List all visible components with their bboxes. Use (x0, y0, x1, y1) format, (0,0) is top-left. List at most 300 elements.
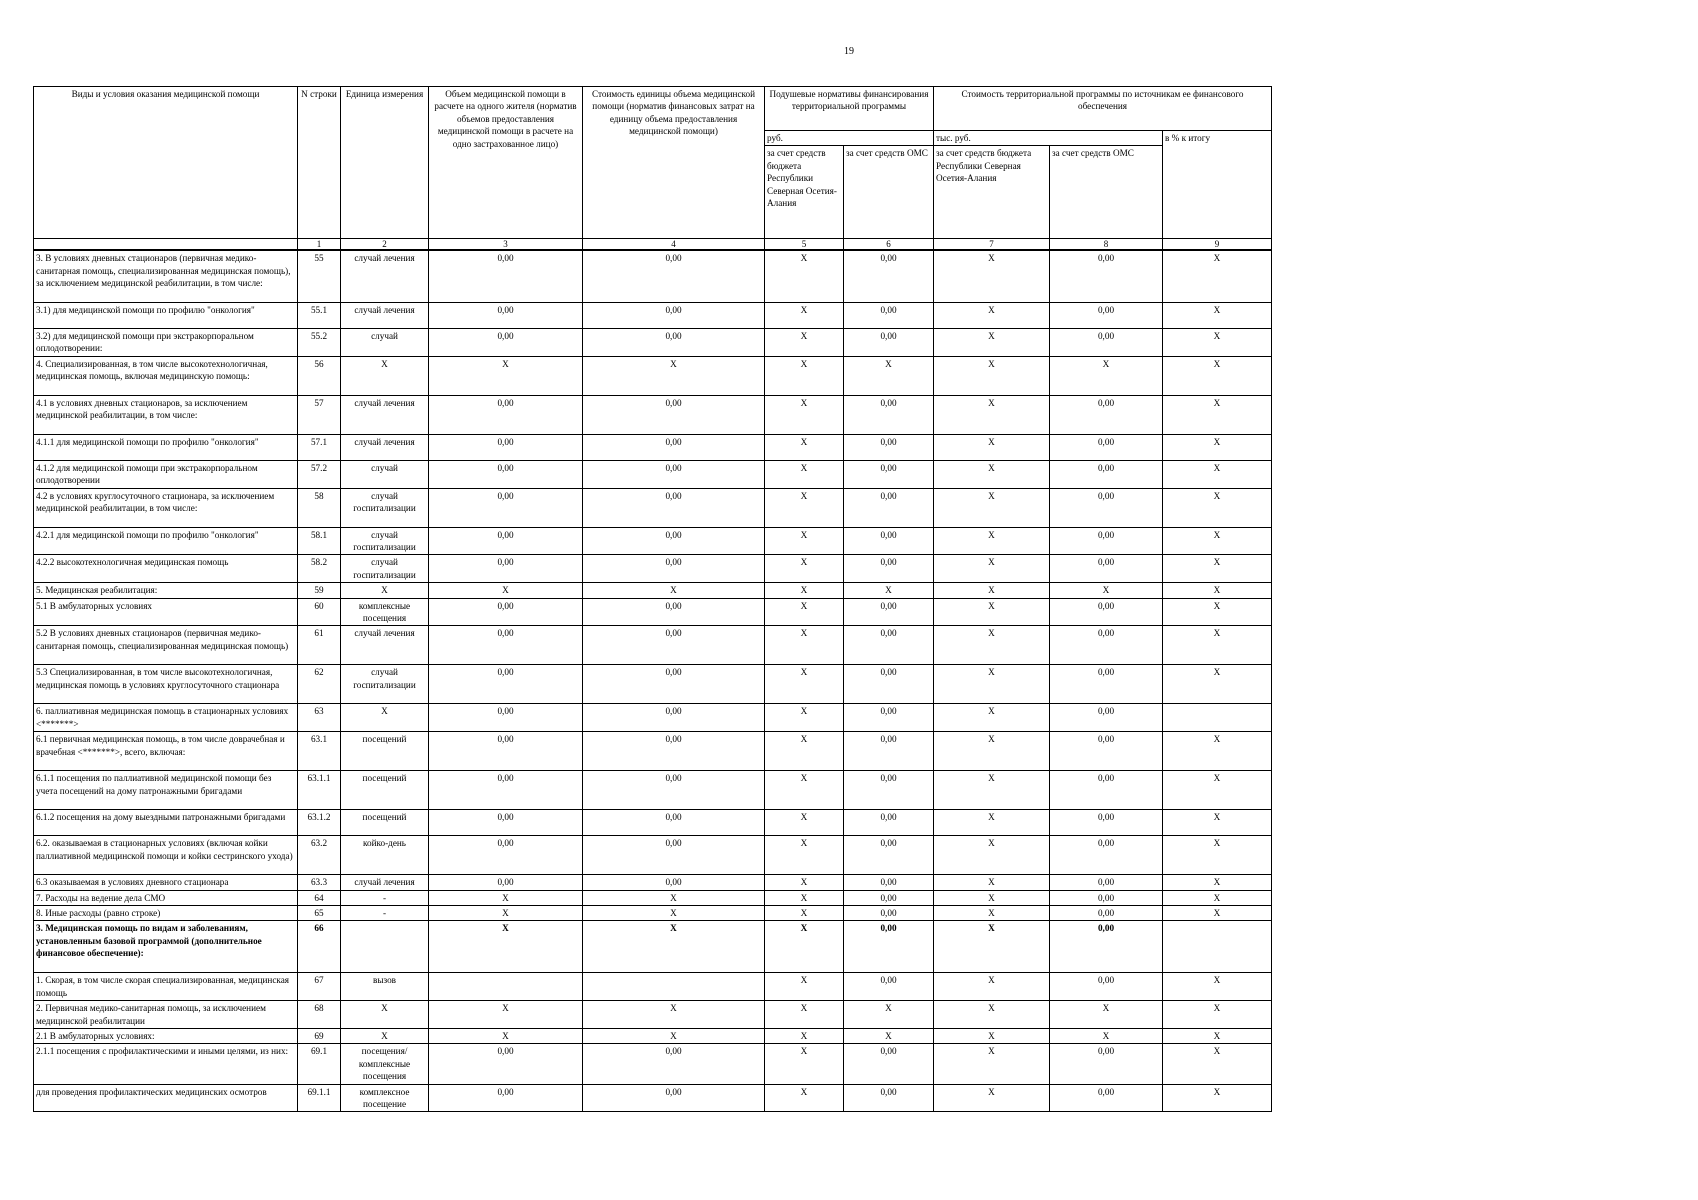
row-unit: X (341, 1029, 429, 1044)
row-label: для проведения профилактических медицинских осмотров (34, 1084, 298, 1112)
row-label: 2.1.1 посещения с профилактическими и иными целями, из них: (34, 1044, 298, 1084)
column-number: 8 (1050, 239, 1163, 251)
row-budget-total: X (934, 732, 1050, 771)
row-budget-per-capita: X (765, 250, 844, 302)
row-budget-per-capita: X (765, 1029, 844, 1044)
row-number: 58.2 (298, 555, 341, 583)
row-budget-total: X (934, 555, 1050, 583)
row-number: 56 (298, 356, 341, 395)
row-unit: случай лечения (341, 395, 429, 434)
row-unit: случай лечения (341, 434, 429, 460)
row-volume: 0,00 (429, 1084, 583, 1112)
row-budget-per-capita: X (765, 598, 844, 626)
column-number: 6 (844, 239, 934, 251)
row-budget-per-capita: X (765, 626, 844, 665)
row-percent: X (1163, 598, 1272, 626)
row-budget-total: X (934, 875, 1050, 890)
row-budget-total: X (934, 598, 1050, 626)
row-label: 4. Специализированная, в том числе высокотехнологичная, медицинская помощь, включая медицинскую помощь: (34, 356, 298, 395)
header-oms-6: за счет средств ОМС (844, 146, 934, 239)
row-volume: X (429, 921, 583, 973)
row-budget-per-capita: X (765, 395, 844, 434)
table-row (34, 665, 1272, 704)
row-oms-per-capita: 0,00 (844, 598, 934, 626)
row-oms-per-capita: X (844, 1001, 934, 1029)
row-unit: - (341, 890, 429, 905)
row-volume: 0,00 (429, 555, 583, 583)
row-label: 6.1.1 посещения по паллиативной медицинской помощи без учета посещений на дому патронажными бригадами (34, 771, 298, 810)
row-oms-per-capita: 0,00 (844, 488, 934, 527)
table-row (34, 555, 1272, 583)
row-unit-cost: 0,00 (583, 250, 765, 302)
row-label: 4.2 в условиях круглосуточного стационара, за исключением медицинской реабилитации, в том числе: (34, 488, 298, 527)
row-unit-cost: 0,00 (583, 626, 765, 665)
row-number: 63 (298, 704, 341, 732)
row-oms-per-capita: X (844, 1029, 934, 1044)
row-label: 6.2. оказываемая в стационарных условиях (включая койки паллиативной медицинской помощи и койки сестринского ухода) (34, 836, 298, 875)
row-number: 58 (298, 488, 341, 527)
row-percent (1163, 921, 1272, 973)
row-unit-cost: 0,00 (583, 395, 765, 434)
row-oms-total: 0,00 (1050, 836, 1163, 875)
row-percent: X (1163, 460, 1272, 488)
row-unit-cost: 0,00 (583, 732, 765, 771)
column-number: 1 (298, 239, 341, 251)
row-unit: случай (341, 460, 429, 488)
row-volume: 0,00 (429, 527, 583, 555)
table-row (34, 356, 1272, 395)
row-oms-total: 0,00 (1050, 598, 1163, 626)
row-unit-cost: 0,00 (583, 1084, 765, 1112)
row-budget-per-capita: X (765, 732, 844, 771)
row-oms-per-capita: 0,00 (844, 555, 934, 583)
row-budget-total: X (934, 921, 1050, 973)
row-oms-total: X (1050, 1001, 1163, 1029)
table-row (34, 1084, 1272, 1112)
row-oms-total: X (1050, 1029, 1163, 1044)
row-volume: 0,00 (429, 771, 583, 810)
row-budget-per-capita: X (765, 1084, 844, 1112)
row-label: 7. Расходы на ведение дела СМО (34, 890, 298, 905)
row-number: 69.1.1 (298, 1084, 341, 1112)
row-unit-cost: X (583, 906, 765, 921)
row-label: 4.1 в условиях дневных стационаров, за исключением медицинской реабилитации, в том числе: (34, 395, 298, 434)
header-view: Виды и условия оказания медицинской помощи (34, 87, 298, 239)
row-number: 57.2 (298, 460, 341, 488)
row-oms-total: 0,00 (1050, 771, 1163, 810)
row-oms-total: 0,00 (1050, 906, 1163, 921)
row-unit: X (341, 704, 429, 732)
row-budget-total: X (934, 302, 1050, 328)
row-oms-per-capita: 0,00 (844, 810, 934, 836)
row-unit-cost: 0,00 (583, 875, 765, 890)
row-unit: случай госпитализации (341, 665, 429, 704)
row-unit: случай госпитализации (341, 555, 429, 583)
table-row (34, 704, 1272, 732)
row-budget-per-capita: X (765, 973, 844, 1001)
row-budget-total: X (934, 527, 1050, 555)
row-unit: посещений (341, 732, 429, 771)
row-number: 57.1 (298, 434, 341, 460)
table-row (34, 1001, 1272, 1029)
row-oms-total: 0,00 (1050, 921, 1163, 973)
row-budget-per-capita: X (765, 1001, 844, 1029)
row-budget-per-capita: X (765, 875, 844, 890)
row-percent: X (1163, 1029, 1272, 1044)
row-unit-cost: 0,00 (583, 704, 765, 732)
row-number: 68 (298, 1001, 341, 1029)
table-row (34, 488, 1272, 527)
header-unit: Единица измерения (341, 87, 429, 239)
row-unit: X (341, 583, 429, 598)
row-label: 5. Медицинская реабилитация: (34, 583, 298, 598)
table-row (34, 836, 1272, 875)
table-row (34, 626, 1272, 665)
financing-table (33, 86, 1272, 1112)
row-percent: X (1163, 555, 1272, 583)
row-label: 6. паллиативная медицинская помощь в стационарных условиях <*******> (34, 704, 298, 732)
row-percent: X (1163, 527, 1272, 555)
row-label: 5.1 В амбулаторных условиях (34, 598, 298, 626)
row-oms-total: 0,00 (1050, 810, 1163, 836)
row-percent: X (1163, 395, 1272, 434)
column-number: 9 (1163, 239, 1272, 251)
row-oms-total: X (1050, 356, 1163, 395)
row-unit-cost (583, 973, 765, 1001)
row-oms-per-capita: 0,00 (844, 460, 934, 488)
row-percent: X (1163, 626, 1272, 665)
row-budget-per-capita: X (765, 921, 844, 973)
row-oms-per-capita: 0,00 (844, 890, 934, 905)
row-oms-total: 0,00 (1050, 1044, 1163, 1084)
row-number: 65 (298, 906, 341, 921)
row-unit: посещений (341, 810, 429, 836)
row-oms-total: 0,00 (1050, 460, 1163, 488)
row-percent: X (1163, 302, 1272, 328)
row-unit: комплексное посещение (341, 1084, 429, 1112)
row-oms-per-capita: 0,00 (844, 1044, 934, 1084)
row-volume: X (429, 1001, 583, 1029)
row-oms-total: 0,00 (1050, 1084, 1163, 1112)
row-oms-total: 0,00 (1050, 890, 1163, 905)
header-unit-cost: Стоимость единицы объема медицинской помощи (норматив финансовых затрат на единицу объема предоставления медицинской помощи) (583, 87, 765, 239)
table-row (34, 890, 1272, 905)
table-row (34, 973, 1272, 1001)
row-number: 64 (298, 890, 341, 905)
row-budget-per-capita: X (765, 302, 844, 328)
row-label: 5.2 В условиях дневных стационаров (первичная медико-санитарная помощь, специализированная медицинская помощь) (34, 626, 298, 665)
row-budget-per-capita: X (765, 356, 844, 395)
row-number: 63.1.1 (298, 771, 341, 810)
row-oms-total: 0,00 (1050, 665, 1163, 704)
row-oms-per-capita: 0,00 (844, 704, 934, 732)
row-oms-per-capita: 0,00 (844, 626, 934, 665)
row-unit-cost: X (583, 583, 765, 598)
row-label: 4.2.2 высокотехнологичная медицинская помощь (34, 555, 298, 583)
row-label: 8. Иные расходы (равно строке) (34, 906, 298, 921)
row-unit: случай лечения (341, 875, 429, 890)
row-volume: 0,00 (429, 626, 583, 665)
row-unit: случай госпитализации (341, 488, 429, 527)
column-number: 3 (429, 239, 583, 251)
row-budget-total: X (934, 771, 1050, 810)
row-label: 3. В условиях дневных стационаров (первичная медико-санитарная помощь, специализированная медицинская помощь), за исключением медицинской реабилитации, в том числе: (34, 250, 298, 302)
row-number: 55.1 (298, 302, 341, 328)
row-number: 60 (298, 598, 341, 626)
row-percent (1163, 704, 1272, 732)
row-volume (429, 973, 583, 1001)
row-unit-cost: X (583, 1029, 765, 1044)
row-percent: X (1163, 771, 1272, 810)
row-unit: посещения/комплексные посещения (341, 1044, 429, 1084)
header-budget-5: за счет средств бюджета Республики Северная Осетия-Алания (765, 146, 844, 239)
row-oms-total: 0,00 (1050, 732, 1163, 771)
row-unit: комплексные посещения (341, 598, 429, 626)
row-unit: койко-день (341, 836, 429, 875)
row-unit-cost: 0,00 (583, 555, 765, 583)
row-percent: X (1163, 836, 1272, 875)
row-budget-total: X (934, 810, 1050, 836)
row-volume: 0,00 (429, 1044, 583, 1084)
page-number: 19 (844, 46, 854, 57)
row-oms-total: 0,00 (1050, 555, 1163, 583)
row-budget-total: X (934, 836, 1050, 875)
row-oms-total: 0,00 (1050, 434, 1163, 460)
table-row (34, 1044, 1272, 1084)
row-unit-cost: 0,00 (583, 460, 765, 488)
row-oms-total: 0,00 (1050, 395, 1163, 434)
row-oms-per-capita: 0,00 (844, 527, 934, 555)
row-budget-per-capita: X (765, 1044, 844, 1084)
row-label: 2. Первичная медико-санитарная помощь, за исключением медицинской реабилитации (34, 1001, 298, 1029)
row-volume: 0,00 (429, 836, 583, 875)
row-budget-total: X (934, 356, 1050, 395)
row-number: 61 (298, 626, 341, 665)
table-row (34, 810, 1272, 836)
row-unit: случай лечения (341, 250, 429, 302)
row-percent: X (1163, 434, 1272, 460)
row-budget-per-capita: X (765, 890, 844, 905)
row-oms-per-capita: 0,00 (844, 250, 934, 302)
row-volume: X (429, 1029, 583, 1044)
row-volume: 0,00 (429, 732, 583, 771)
row-volume: 0,00 (429, 302, 583, 328)
row-unit-cost: 0,00 (583, 488, 765, 527)
row-volume: 0,00 (429, 810, 583, 836)
row-unit: - (341, 906, 429, 921)
row-budget-total: X (934, 626, 1050, 665)
table-row (34, 460, 1272, 488)
row-label: 6.1 первичная медицинская помощь, в том числе доврачебная и врачебная <*******>, всего, включая: (34, 732, 298, 771)
row-budget-per-capita: X (765, 771, 844, 810)
row-budget-total: X (934, 665, 1050, 704)
row-oms-per-capita: 0,00 (844, 302, 934, 328)
row-unit (341, 921, 429, 973)
row-budget-total: X (934, 250, 1050, 302)
row-number: 57 (298, 395, 341, 434)
row-unit: случай лечения (341, 626, 429, 665)
row-unit-cost: 0,00 (583, 302, 765, 328)
table-row (34, 906, 1272, 921)
row-volume: 0,00 (429, 875, 583, 890)
row-unit-cost: 0,00 (583, 771, 765, 810)
row-unit-cost: 0,00 (583, 434, 765, 460)
row-label: 4.1.1 для медицинской помощи по профилю "онкология" (34, 434, 298, 460)
table-row (34, 598, 1272, 626)
header-volume: Объем медицинской помощи в расчете на одного жителя (норматив объемов предоставления медицинской помощи в расчете на одно застрахованное лицо) (429, 87, 583, 239)
row-percent: X (1163, 732, 1272, 771)
row-number: 63.1 (298, 732, 341, 771)
column-number: 2 (341, 239, 429, 251)
row-percent: X (1163, 973, 1272, 1001)
column-number: 5 (765, 239, 844, 251)
table-row (34, 434, 1272, 460)
row-number: 55.2 (298, 328, 341, 356)
row-volume: 0,00 (429, 665, 583, 704)
row-oms-total: 0,00 (1050, 704, 1163, 732)
row-volume: 0,00 (429, 460, 583, 488)
row-budget-per-capita: X (765, 488, 844, 527)
row-percent: X (1163, 250, 1272, 302)
row-oms-per-capita: X (844, 583, 934, 598)
row-unit: X (341, 356, 429, 395)
row-percent: X (1163, 1044, 1272, 1084)
row-oms-per-capita: 0,00 (844, 328, 934, 356)
header-program-cost: Стоимость территориальной программы по источникам ее финансового обеспечения (934, 87, 1272, 131)
row-unit: случай госпитализации (341, 527, 429, 555)
row-unit-cost: X (583, 356, 765, 395)
row-percent: X (1163, 665, 1272, 704)
row-budget-per-capita: X (765, 460, 844, 488)
row-unit-cost: X (583, 1001, 765, 1029)
row-volume: X (429, 890, 583, 905)
row-budget-per-capita: X (765, 810, 844, 836)
row-volume: 0,00 (429, 395, 583, 434)
row-percent: X (1163, 1001, 1272, 1029)
row-budget-per-capita: X (765, 583, 844, 598)
table-row (34, 583, 1272, 598)
row-number: 55 (298, 250, 341, 302)
column-number-empty (34, 239, 298, 251)
table-row (34, 921, 1272, 973)
row-oms-per-capita: 0,00 (844, 732, 934, 771)
row-budget-total: X (934, 460, 1050, 488)
row-unit: X (341, 1001, 429, 1029)
row-budget-total: X (934, 583, 1050, 598)
row-unit-cost: 0,00 (583, 598, 765, 626)
row-percent: X (1163, 328, 1272, 356)
row-budget-total: X (934, 1029, 1050, 1044)
row-oms-total: 0,00 (1050, 626, 1163, 665)
row-percent: X (1163, 1084, 1272, 1112)
row-budget-per-capita: X (765, 555, 844, 583)
row-number: 62 (298, 665, 341, 704)
row-label: 4.2.1 для медицинской помощи по профилю "онкология" (34, 527, 298, 555)
row-number: 63.3 (298, 875, 341, 890)
row-oms-per-capita: 0,00 (844, 906, 934, 921)
row-oms-total: 0,00 (1050, 973, 1163, 1001)
row-percent: X (1163, 890, 1272, 905)
header-per-capita: Подушевые нормативы финансирования территориальной программы (765, 87, 934, 131)
row-oms-per-capita: 0,00 (844, 921, 934, 973)
table-row (34, 250, 1272, 302)
row-volume: 0,00 (429, 704, 583, 732)
row-oms-total: X (1050, 583, 1163, 598)
header-rub: руб. (765, 131, 934, 146)
row-number: 66 (298, 921, 341, 973)
table-row (34, 732, 1272, 771)
row-budget-per-capita: X (765, 328, 844, 356)
table-row (34, 328, 1272, 356)
row-percent: X (1163, 488, 1272, 527)
row-volume: 0,00 (429, 434, 583, 460)
row-unit-cost: 0,00 (583, 527, 765, 555)
header-oms-8: за счет средств ОМС (1050, 146, 1163, 239)
row-budget-total: X (934, 890, 1050, 905)
row-unit: случай лечения (341, 302, 429, 328)
row-budget-per-capita: X (765, 527, 844, 555)
row-unit: посещений (341, 771, 429, 810)
row-budget-per-capita: X (765, 434, 844, 460)
row-unit-cost: 0,00 (583, 810, 765, 836)
row-oms-per-capita: 0,00 (844, 836, 934, 875)
row-percent: X (1163, 810, 1272, 836)
row-budget-total: X (934, 395, 1050, 434)
row-label: 4.1.2 для медицинской помощи при экстракорпоральном оплодотворении (34, 460, 298, 488)
row-volume: X (429, 356, 583, 395)
row-unit-cost: 0,00 (583, 328, 765, 356)
row-unit-cost: 0,00 (583, 1044, 765, 1084)
row-unit: вызов (341, 973, 429, 1001)
row-unit: случай (341, 328, 429, 356)
row-unit-cost: X (583, 921, 765, 973)
row-label: 5.3 Специализированная, в том числе высокотехнологичная, медицинская помощь в условиях круглосуточного стационара (34, 665, 298, 704)
row-label: 1. Скорая, в том числе скорая специализированная, медицинская помощь (34, 973, 298, 1001)
header-budget-7: за счет средств бюджета Республики Северная Осетия-Алания (934, 146, 1050, 239)
header-pct-total: в % к итогу (1163, 131, 1272, 239)
row-unit-cost: 0,00 (583, 836, 765, 875)
row-oms-per-capita: 0,00 (844, 875, 934, 890)
row-number: 59 (298, 583, 341, 598)
row-number: 69.1 (298, 1044, 341, 1084)
row-budget-total: X (934, 1084, 1050, 1112)
header-thous-rub: тыс. руб. (934, 131, 1163, 146)
row-number: 63.1.2 (298, 810, 341, 836)
row-percent: X (1163, 583, 1272, 598)
row-oms-per-capita: X (844, 356, 934, 395)
row-oms-total: 0,00 (1050, 302, 1163, 328)
row-oms-total: 0,00 (1050, 250, 1163, 302)
row-label: 3.1) для медицинской помощи по профилю "онкология" (34, 302, 298, 328)
table-row (34, 771, 1272, 810)
row-unit-cost: X (583, 890, 765, 905)
row-oms-per-capita: 0,00 (844, 973, 934, 1001)
row-oms-total: 0,00 (1050, 488, 1163, 527)
row-oms-total: 0,00 (1050, 328, 1163, 356)
row-label: 2.1 В амбулаторных условиях: (34, 1029, 298, 1044)
row-oms-per-capita: 0,00 (844, 434, 934, 460)
table-row (34, 1029, 1272, 1044)
row-volume: X (429, 583, 583, 598)
row-budget-total: X (934, 906, 1050, 921)
table-row (34, 875, 1272, 890)
row-volume: 0,00 (429, 328, 583, 356)
row-budget-total: X (934, 704, 1050, 732)
row-volume: 0,00 (429, 250, 583, 302)
header-row-number: N строки (298, 87, 341, 239)
row-label: 6.3 оказываемая в условиях дневного стационара (34, 875, 298, 890)
row-label: 3.2) для медицинской помощи при экстракорпоральном оплодотворении: (34, 328, 298, 356)
